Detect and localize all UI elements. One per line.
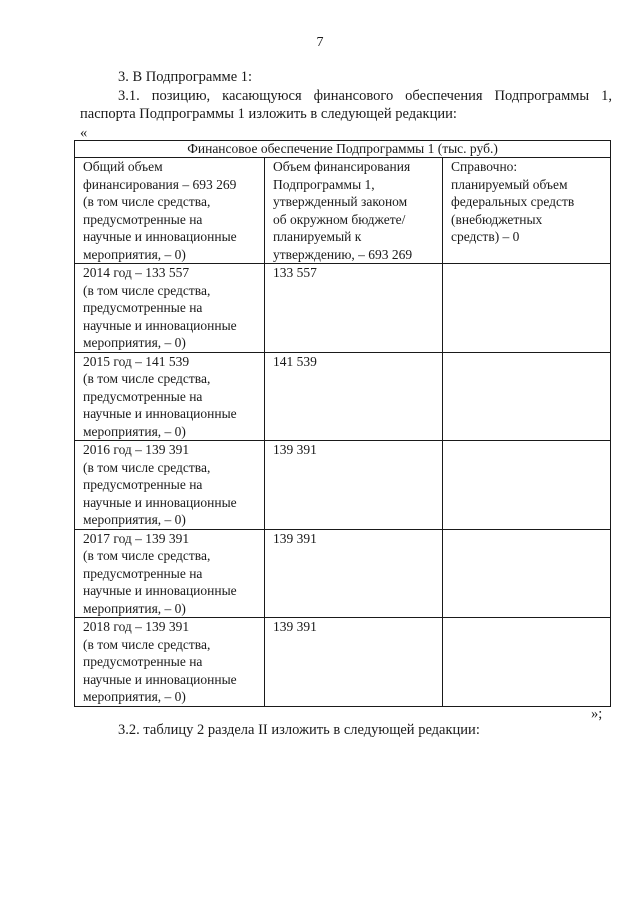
year-cell: 2017 год – 139 391 (в том числе средства, предусмотренные на научные и инновационные мероприятия, – 0) xyxy=(75,529,265,618)
federal-cell xyxy=(443,529,611,618)
federal-cell xyxy=(443,264,611,353)
item-text-line-2: паспорта Подпрограммы 1 изложить в следующей редакции: xyxy=(80,106,457,122)
page-number: 7 xyxy=(316,35,324,50)
item-text-line-1: 3.1. позицию, касающуюся финансового обеспечения Подпрограммы 1, xyxy=(118,88,612,104)
section-heading: 3. В Подпрограмме 1: xyxy=(118,69,253,85)
table-row xyxy=(75,352,611,441)
budget-cell: 139 391 xyxy=(265,441,443,530)
year-cell: 2016 год – 139 391 (в том числе средства, предусмотренные на научные и инновационные мероприятия, – 0) xyxy=(75,441,265,530)
budget-cell: 141 539 xyxy=(265,352,443,441)
opening-quote: « xyxy=(80,125,88,141)
header-total-funding: Общий объем финансирования – 693 269 (в том числе средства, предусмотренные на научные и инновационные мероприятия, – 0) xyxy=(75,158,265,264)
next-item-text: 3.2. таблицу 2 раздела II изложить в следующей редакции: xyxy=(118,722,480,738)
federal-cell xyxy=(443,441,611,530)
table-caption: Финансовое обеспечение Подпрограммы 1 (тыс. руб.) xyxy=(75,141,611,158)
table-row xyxy=(75,529,611,618)
year-cell: 2018 год – 139 391 (в том числе средства, предусмотренные на научные и инновационные мероприятия, – 0) xyxy=(75,618,265,707)
budget-cell: 139 391 xyxy=(265,529,443,618)
budget-cell: 139 391 xyxy=(265,618,443,707)
federal-cell xyxy=(443,352,611,441)
financing-table xyxy=(74,140,611,707)
table-row xyxy=(75,618,611,707)
budget-cell: 133 557 xyxy=(265,264,443,353)
table-row xyxy=(75,441,611,530)
year-cell: 2014 год – 133 557 (в том числе средства, предусмотренные на научные и инновационные мероприятия, – 0) xyxy=(75,264,265,353)
year-cell: 2015 год – 141 539 (в том числе средства, предусмотренные на научные и инновационные мероприятия, – 0) xyxy=(75,352,265,441)
closing-quote: »; xyxy=(591,706,603,722)
header-budget-funding: Объем финансирования Подпрограммы 1, утвержденный законом об окружном бюджете/ планируемый к утверждению, – 693 269 xyxy=(265,158,443,264)
table-row xyxy=(75,264,611,353)
federal-cell xyxy=(443,618,611,707)
header-federal-funding: Справочно: планируемый объем федеральных средств (внебюджетных средств) – 0 xyxy=(443,158,611,264)
